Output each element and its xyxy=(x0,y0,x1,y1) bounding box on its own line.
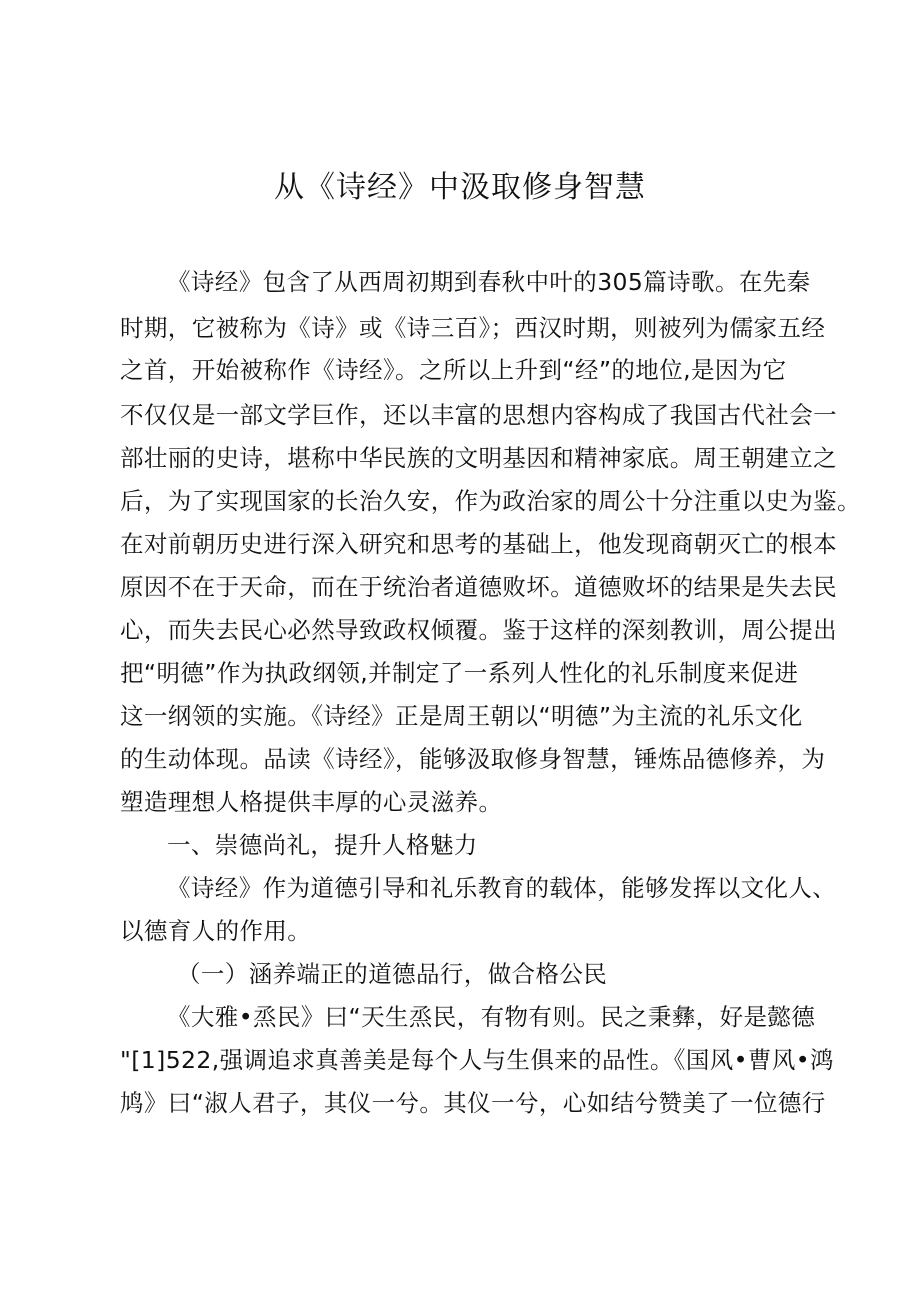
paragraph-line: 原因不在于天命，而在于统治者道德败坏。道德败坏的结果是失去民 xyxy=(120,573,837,601)
paragraph-line: 之首，开始被称作《诗经》。之所以上升到“经”的地位,是因为它 xyxy=(120,356,787,384)
paragraph-line: 时期，它被称为《诗》或《诗三百》；西汉时期，则被列为儒家五经 xyxy=(120,314,826,342)
paragraph-line: 以德育人的作用。 xyxy=(120,917,312,945)
paragraph-line: 在对前朝历史进行深入研究和思考的基础上，他发现商朝灭亡的根本 xyxy=(120,530,837,558)
subsection-heading: （一）涵养端正的道德品行，做合格公民 xyxy=(177,960,608,988)
paragraph-line: "[1]522,强调追求真善美是每个人与生俱来的品性。《国风•曹风•鸿 xyxy=(120,1046,834,1074)
document-title: 从《诗经》中汲取修身智慧 xyxy=(274,170,646,205)
paragraph-line: 这一纲领的实施。《诗经》正是周王朝以“明德”为主流的礼乐文化 xyxy=(120,702,803,730)
section-heading: 一、崇德尚礼，提升人格魅力 xyxy=(167,831,478,859)
paragraph-line: 不仅仅是一部文学巨作，还以丰富的思想内容构成了我国古代社会一 xyxy=(120,401,837,429)
paragraph-line: 心，而失去民心必然导致政权倾覆。鉴于这样的深刻教训，周公提出 xyxy=(120,616,837,644)
paragraph-line: 《大雅•烝民》曰“天生烝民，有物有则。民之秉彝，好是懿德 xyxy=(167,1003,816,1031)
paragraph-line: 后，为了实现国家的长治久安，作为政治家的周公十分注重以史为鉴。 xyxy=(120,487,861,515)
paragraph-line: 的生动体现。品读《诗经》，能够汲取修身智慧，锤炼品德修养，为 xyxy=(120,745,826,773)
paragraph-line: 鸠》曰“淑人君子，其仪一兮。其仪一兮，心如结兮赞美了一位德行 xyxy=(120,1089,826,1117)
paragraph-line: 《诗经》包含了从西周初期到春秋中叶的305篇诗歌。在先秦 xyxy=(167,268,811,296)
paragraph-line: 塑造理想人格提供丰厚的心灵滋养。 xyxy=(120,788,503,816)
paragraph-line: 部壮丽的史诗，堪称中华民族的文明基因和精神家底。周王朝建立之 xyxy=(120,444,837,472)
paragraph-line: 把“明德”作为执政纲领,并制定了一系列人性化的礼乐制度来促进 xyxy=(120,659,799,687)
paragraph-line: 《诗经》作为道德引导和礼乐教育的载体，能够发挥以文化人、 xyxy=(167,874,837,902)
